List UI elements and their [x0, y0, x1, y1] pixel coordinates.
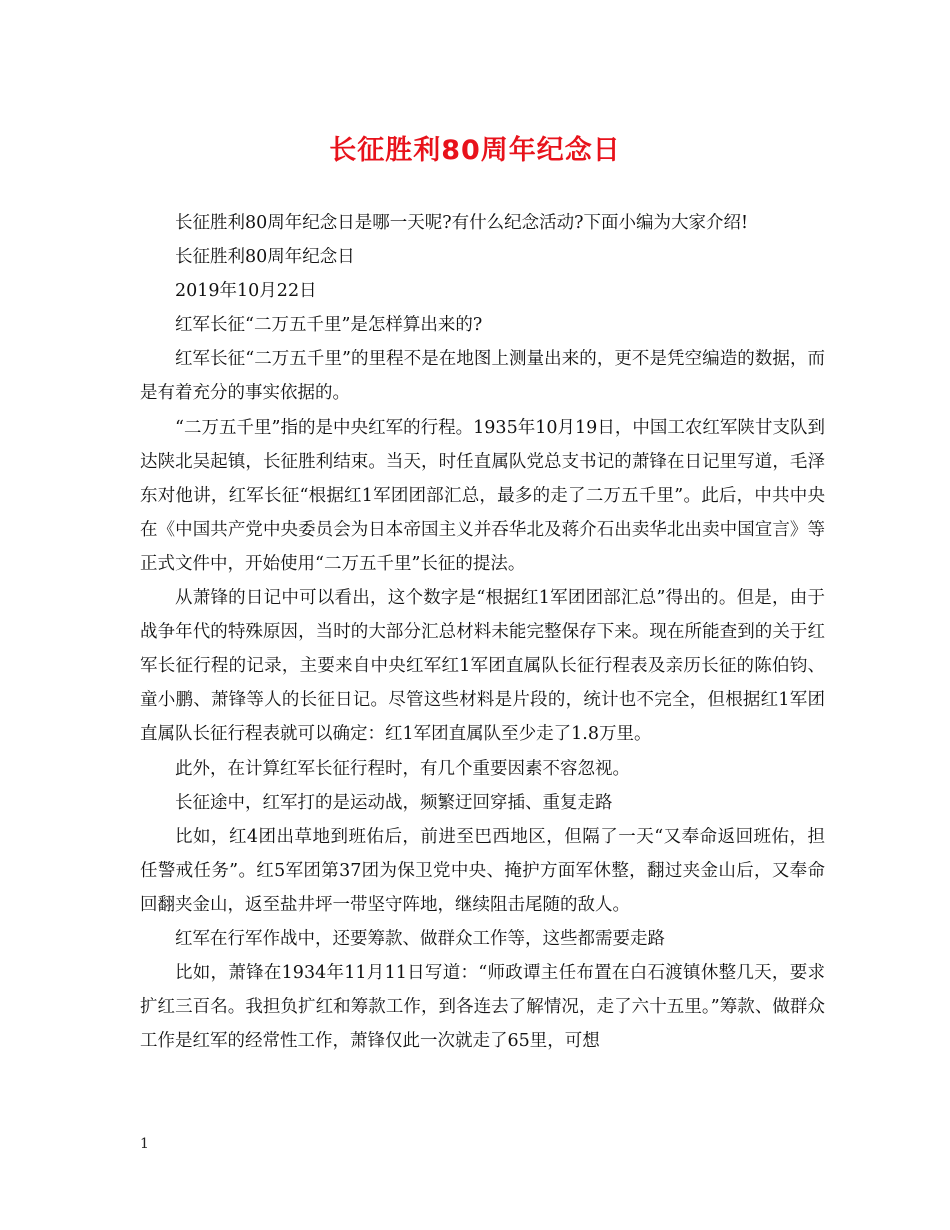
paragraph: 长征胜利80周年纪念日是哪一天呢?有什么纪念活动?下面小编为大家介绍! [175, 213, 749, 233]
paragraph: 长征途中，红军打的是运动战，频繁迂回穿插、重复走路 [175, 792, 613, 813]
paragraph: 比如，萧锋在1934年11月11日写道：“师政谭主任布置在白石渡镇休整几天，要求扩红三百名。我担负扩红和筹款工作，到各连去了解情况，走了六十五里。”筹款、做群众工作是红军的经常性工作，萧锋仅此一次就走了65里，可想 [140, 963, 825, 1052]
paragraph: 2019年10月22日 [175, 281, 317, 302]
paragraph: 长征胜利80周年纪念日 [175, 247, 355, 268]
paragraph: “二万五千里”指的是中央红军的行程。1935年10月19日，中国工农红军陕甘支队到达陕北吴起镇，长征胜利结束。当天，时任直属队党总支书记的萧锋在日记里写道，毛泽东对他讲，红军长征“根据红1军团团部汇总，最多的走了二万五千里”。此后，中共中央在《中国共产党中央委员会为日本帝国主义并吞华北及蒋介石出卖华北出卖中国宣言》等正式文件中，开始使用“二万五千里”长征的提法。 [140, 417, 825, 574]
paragraph: 红军在行军作战中，还要筹款、做群众工作等，这些都需要走路 [175, 928, 665, 949]
paragraph: 红军长征“二万五千里”的里程不是在地图上测量出来的，更不是凭空编造的数据，而是有着充分的事实依据的。 [140, 349, 825, 404]
document-title: 长征胜利80周年纪念日 [329, 135, 621, 166]
paragraph: 从萧锋的日记中可以看出，这个数字是“根据红1军团团部汇总”得出的。但是，由于战争年代的特殊原因，当时的大部分汇总材料未能完整保存下来。现在所能查到的关于红军长征行程的记录，主要来自中央红军红1军团直属队长征行程表及亲历长征的陈伯钧、童小鹏、萧锋等人的长征日记。尽管这些材料是片段的，统计也不完全，但根据红1军团直属队长征行程表就可以确定：红1军团直属队至少走了1.8万里。 [140, 588, 825, 745]
paragraph: 红军长征“二万五千里”是怎样算出来的? [175, 315, 483, 336]
paragraph: 比如，红4团出草地到班佑后，前进至巴西地区，但隔了一天“又奉命返回班佑，担任警戒任务”。红5军团第37团为保卫党中央、掩护方面军休整，翻过夹金山后，又奉命回翻夹金山，返至盐井坪一带坚守阵地，继续阻击尾随的敌人。 [140, 826, 825, 915]
page-number: 1 [140, 1136, 149, 1152]
paragraph: 此外，在计算红军长征行程时，有几个重要因素不容忽视。 [175, 758, 630, 779]
document-body [140, 206, 825, 1058]
